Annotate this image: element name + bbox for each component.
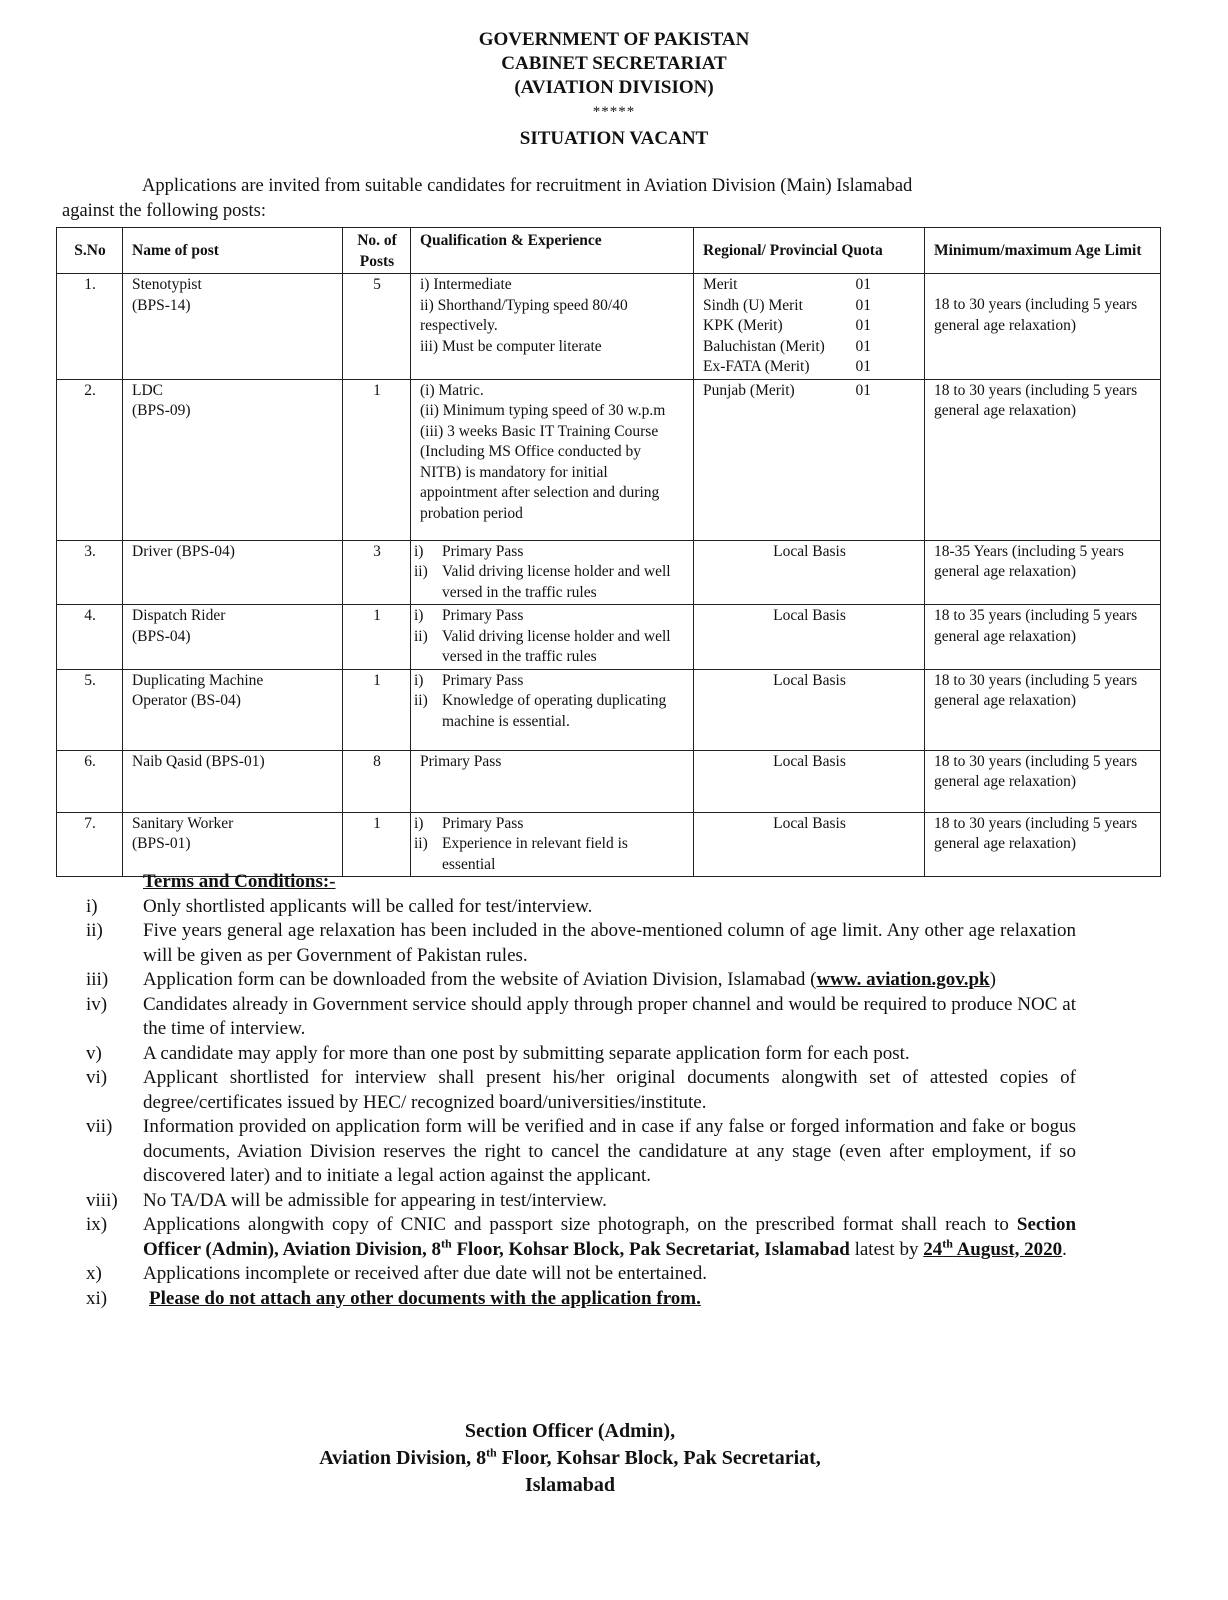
quota-value: 01 xyxy=(855,337,871,355)
post-name-line: Dispatch Rider xyxy=(132,607,226,624)
qualification-item xyxy=(420,296,685,337)
cell-posts: 1 xyxy=(343,812,411,877)
post-name-line: Driver (BPS-04) xyxy=(132,542,235,560)
post-name-line: LDC xyxy=(132,381,163,399)
qualification-num: i) xyxy=(414,607,424,624)
cell-age: 18 to 30 years (including 5 years general age relaxation) xyxy=(925,812,1161,877)
qualification-num: ii) xyxy=(414,627,428,645)
qualification-item xyxy=(414,542,685,563)
qualification-num: ii) xyxy=(414,563,428,580)
cell-sno: 7. xyxy=(57,812,123,877)
cabinet-title: CABINET SECRETARIAT xyxy=(501,53,727,74)
signatory-title: Section Officer (Admin), xyxy=(464,1420,676,1442)
cell-age: 18 to 30 years (including 5 years general age relaxation) xyxy=(925,274,1161,380)
cell-age: 18 to 35 years (including 5 years general age relaxation) xyxy=(925,605,1161,670)
qualification-text: (ii) Minimum typing speed of 30 w.p.m xyxy=(420,402,666,419)
cell-posts: 5 xyxy=(343,274,411,380)
quota-value: 01 xyxy=(855,381,871,399)
cell-name xyxy=(123,274,343,380)
header-quota: Regional/ Provincial Quota xyxy=(694,228,925,274)
cell-qualification xyxy=(411,812,694,877)
page-title: SITUATION VACANT xyxy=(519,128,709,149)
qualification-item xyxy=(420,401,685,422)
cell-sno: 5. xyxy=(57,669,123,750)
header-sno: S.No xyxy=(57,228,123,274)
qualification-text: Knowledge of operating duplicating machine is essential. xyxy=(442,692,667,730)
qualification-item xyxy=(414,627,685,668)
qualification-text: Valid driving license holder and well versed in the traffic rules xyxy=(442,563,671,601)
cell-posts: 1 xyxy=(343,669,411,750)
table-row xyxy=(57,750,1161,812)
table-row xyxy=(57,274,1161,380)
cell-sno: 3. xyxy=(57,540,123,605)
qualification-item xyxy=(414,562,685,603)
cell-posts: 1 xyxy=(343,379,411,540)
table-row xyxy=(57,540,1161,605)
table-row xyxy=(57,379,1161,540)
intro-line-1: Applications are invited from suitable candidates for recruitment in Aviation Division (Main) Islamabad xyxy=(142,176,913,196)
qualification-item xyxy=(414,606,685,627)
cell-name xyxy=(123,605,343,670)
cell-name xyxy=(123,379,343,540)
cell-age: 18 to 30 years (including 5 years general age relaxation) xyxy=(925,669,1161,750)
separator-stars: ***** xyxy=(592,104,636,120)
term-item: xi) Please do not attach any other documents with the application from. xyxy=(86,1287,701,1309)
cell-name xyxy=(123,669,343,750)
qualification-item xyxy=(414,671,685,692)
qualification-text: Valid driving license holder and well versed in the traffic rules xyxy=(442,627,671,665)
signatory-city: Islamabad xyxy=(524,1474,616,1496)
qualification-text: Primary Pass xyxy=(442,542,524,560)
cell-posts: 8 xyxy=(343,750,411,812)
quota-value: 01 xyxy=(855,317,871,334)
term-item: ii) Five years general age relaxation has been included in the above-mentioned column of age limit. Any other age relaxation will be given as per Government of Pakistan rules. xyxy=(86,920,1076,966)
cell-quota xyxy=(694,540,925,605)
term-item: i) Only shortlisted applicants will be called for test/interview. xyxy=(86,895,593,917)
qualification-item xyxy=(414,834,685,875)
cell-sno: 2. xyxy=(57,379,123,540)
cell-quota xyxy=(694,812,925,877)
header-name: Name of post xyxy=(123,228,343,274)
quota-value: 01 xyxy=(855,296,871,314)
qualification-num: ii) xyxy=(414,835,428,852)
quota-label: Punjab (Merit) xyxy=(703,381,795,399)
quota-text: Local Basis xyxy=(773,752,846,770)
qualification-text: iii) Must be computer literate xyxy=(420,337,602,355)
qualification-num: i) xyxy=(414,671,424,689)
term-item: x) Applications incomplete or received after due date will not be entertained. xyxy=(86,1263,707,1284)
table-header-row xyxy=(57,228,1161,274)
qualification-text: Primary Pass xyxy=(442,671,524,689)
qualification-item xyxy=(420,275,685,296)
cell-quota xyxy=(694,379,925,540)
quota-text: Local Basis xyxy=(773,607,846,624)
qualification-num: i) xyxy=(414,542,424,560)
quota-value: 01 xyxy=(855,358,871,375)
post-name-line: Sanitary Worker xyxy=(132,814,234,832)
cell-qualification xyxy=(411,669,694,750)
quota-label: KPK (Merit) xyxy=(703,317,783,334)
posts-table xyxy=(56,227,1161,877)
cell-name xyxy=(123,812,343,877)
qualification-item xyxy=(420,752,685,773)
cell-qualification xyxy=(411,379,694,540)
post-name-line: Naib Qasid (BPS-01) xyxy=(132,752,265,770)
qualification-text: Primary Pass xyxy=(442,814,524,832)
cell-qualification xyxy=(411,605,694,670)
signature-block xyxy=(260,1418,880,1499)
header-qualification: Qualification & Experience xyxy=(411,228,694,274)
table-row xyxy=(57,605,1161,670)
cell-sno: 1. xyxy=(57,274,123,380)
term-item: ix) Applications alongwith copy of CNIC and passport size photograph, on the prescribed format shall reach to Section Officer (Admin), Aviation Division, 8th Floor, Kohsar Block, Pak Secretariat, Islamabad latest by 24th August, 2020. xyxy=(86,1214,1077,1260)
qualification-item xyxy=(420,337,685,358)
qualification-item xyxy=(420,381,685,402)
terms-title: Terms and Conditions:- xyxy=(143,871,336,892)
cell-posts: 1 xyxy=(343,605,411,670)
header-age: Minimum/maximum Age Limit xyxy=(925,228,1161,274)
govt-title: GOVERNMENT OF PAKISTAN xyxy=(478,29,750,50)
qualification-text: (i) Matric. xyxy=(420,381,484,399)
cell-name xyxy=(123,540,343,605)
cell-qualification xyxy=(411,540,694,605)
qualification-text: i) Intermediate xyxy=(420,276,512,293)
quota-line xyxy=(703,316,871,337)
cell-quota xyxy=(694,669,925,750)
quota-label: Baluchistan (Merit) xyxy=(703,337,825,355)
post-name-line: (BPS-09) xyxy=(132,402,191,419)
quota-line xyxy=(703,381,871,402)
intro-line-2: against the following posts: xyxy=(62,201,266,221)
cell-age: 18 to 30 years (including 5 years general age relaxation) xyxy=(925,379,1161,540)
cell-name xyxy=(123,750,343,812)
signatory-address: Aviation Division, 8th Floor, Kohsar Block, Pak Secretariat, xyxy=(319,1445,821,1469)
quota-line xyxy=(703,337,871,358)
term-item: vi) Applicant shortlisted for interview shall present his/her original documents alongwith set of attested copies of degree/certificates issued by HEC/ recognized board/universities/institute. xyxy=(86,1067,1076,1113)
post-name-line: Stenotypist xyxy=(132,276,202,293)
deadline-date: 24th August, 2020 xyxy=(923,1236,1063,1260)
qualification-text: (iii) 3 weeks Basic IT Training Course (Including MS Office conducted by NITB) is mandatory for initial appointment after selection and during probation period xyxy=(420,422,660,522)
qualification-num: ii) xyxy=(414,692,428,709)
quota-value: 01 xyxy=(855,276,871,293)
cell-qualification xyxy=(411,750,694,812)
quota-line xyxy=(703,275,871,296)
qualification-item xyxy=(414,814,685,835)
quota-text: Local Basis xyxy=(773,542,846,560)
term-item: v) A candidate may apply for more than one post by submitting separate application form for each post. xyxy=(86,1042,910,1064)
letterhead xyxy=(0,28,1228,100)
quota-text: Local Basis xyxy=(773,814,846,832)
cell-quota xyxy=(694,750,925,812)
header-posts: No. of Posts xyxy=(343,228,411,274)
table-row xyxy=(57,812,1161,877)
quota-line xyxy=(703,296,871,317)
cell-age: 18-35 Years (including 5 years general age relaxation) xyxy=(925,540,1161,605)
qualification-text: Primary Pass xyxy=(442,607,524,624)
terms-section xyxy=(86,870,1076,1311)
qualification-text: ii) Shorthand/Typing speed 80/40 respectively. xyxy=(420,296,628,334)
cell-quota xyxy=(694,605,925,670)
term-item: viii) No TA/DA will be admissible for appearing in test/interview. xyxy=(86,1189,607,1211)
post-name-line: Operator (BS-04) xyxy=(132,692,241,709)
post-name-line: (BPS-01) xyxy=(132,835,191,852)
intro-paragraph xyxy=(62,174,1070,224)
term-item: iv) Candidates already in Government service should apply through proper channel and would be required to produce NOC at the time of interview. xyxy=(86,993,1076,1039)
quota-label: Ex-FATA (Merit) xyxy=(703,358,810,375)
website-link[interactable]: www. aviation.gov.pk xyxy=(816,969,990,990)
cell-quota xyxy=(694,274,925,380)
post-name-line: (BPS-04) xyxy=(132,627,191,645)
table-row xyxy=(57,669,1161,750)
submission-address: Section Officer (Admin), Aviation Division, 8th Floor, Kohsar Block, Pak Secretariat, Islamabad xyxy=(143,1214,1077,1260)
cell-sno: 6. xyxy=(57,750,123,812)
qualification-text: Primary Pass xyxy=(420,752,502,770)
term-item: vii) Information provided on application form will be verified and in case if any false or forged information and fake or bogus documents, Aviation Division reserves the right to cancel the candidature at any stage (even after employment, if so discovered later) and to initiate a legal action against the applicant. xyxy=(86,1116,1076,1186)
qualification-item xyxy=(420,422,685,525)
qualification-num: i) xyxy=(414,814,424,832)
post-name-line: (BPS-14) xyxy=(132,296,191,314)
quota-line xyxy=(703,357,871,378)
term-item: iii) Application form can be downloaded from the website of Aviation Division, Islamabad (www. aviation.gov.pk) xyxy=(86,969,996,990)
quota-label: Merit xyxy=(703,276,738,293)
post-name-line: Duplicating Machine xyxy=(132,671,264,689)
quota-label: Sindh (U) Merit xyxy=(703,296,803,314)
cell-posts: 3 xyxy=(343,540,411,605)
quota-text: Local Basis xyxy=(773,671,846,689)
cell-qualification xyxy=(411,274,694,380)
qualification-item xyxy=(414,691,685,732)
cell-age: 18 to 30 years (including 5 years general age relaxation) xyxy=(925,750,1161,812)
qualification-text: Experience in relevant field is essential xyxy=(442,835,628,873)
division-title: (AVIATION DIVISION) xyxy=(514,77,714,98)
cell-sno: 4. xyxy=(57,605,123,670)
